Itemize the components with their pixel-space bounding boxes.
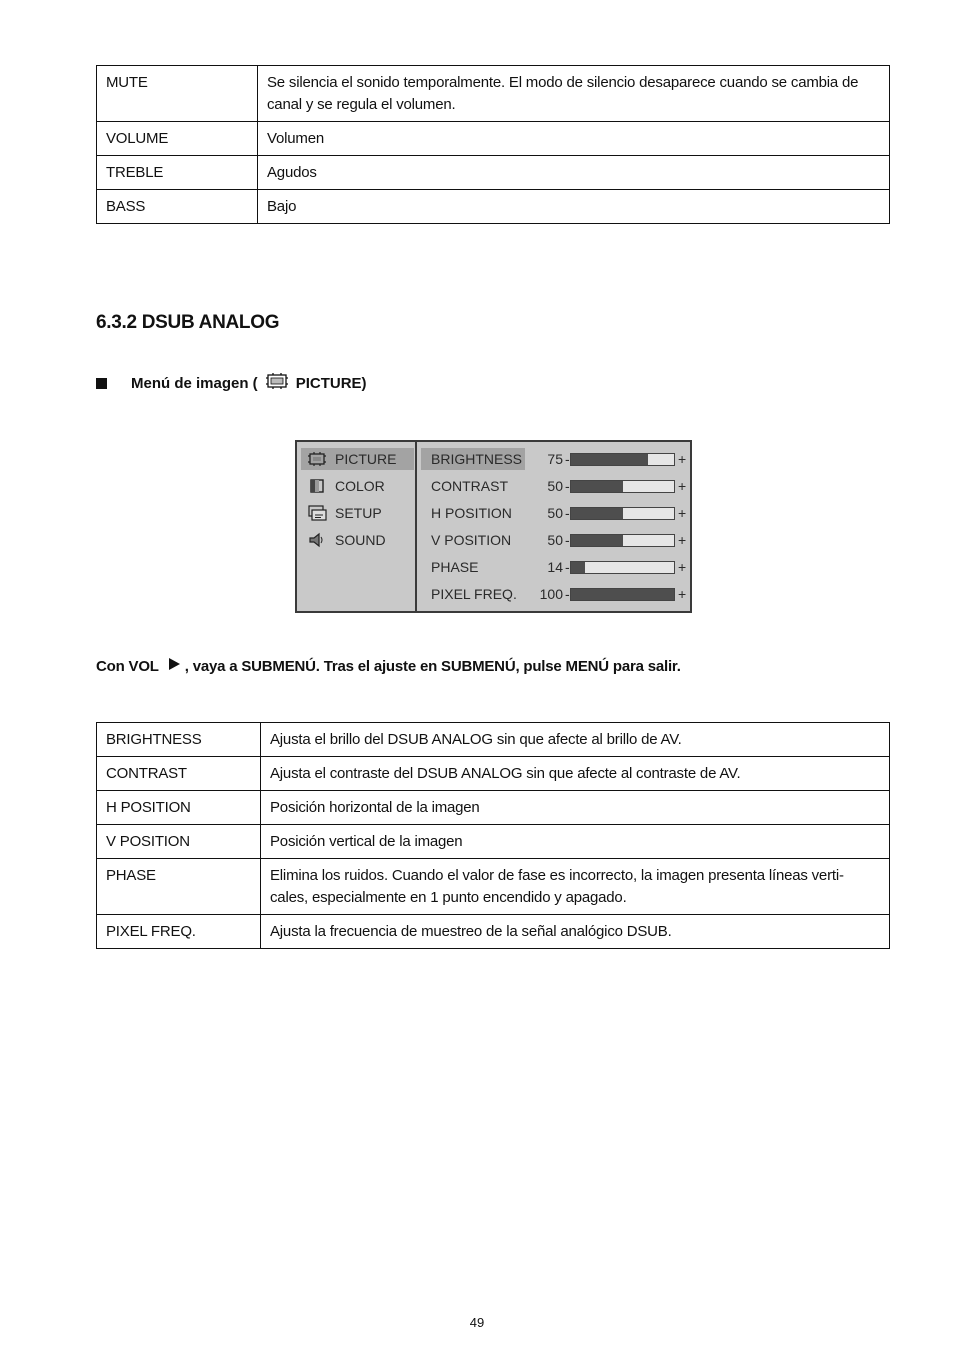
table-row: [97, 122, 890, 156]
osd-param-row-pixel-freq[interactable]: [421, 583, 691, 605]
table-key: PIXEL FREQ.: [97, 915, 261, 949]
osd-slider[interactable]: [570, 561, 675, 574]
osd-param-value: 50: [547, 532, 563, 548]
osd-menu-item-sound[interactable]: [301, 529, 414, 551]
minus-icon[interactable]: -: [565, 478, 570, 494]
table-desc: Volumen: [258, 122, 890, 156]
table-key: BRIGHTNESS: [97, 723, 261, 757]
picture-icon: [307, 451, 327, 467]
table-row: [97, 156, 890, 190]
table-desc: Posición vertical de la imagen: [261, 825, 890, 859]
osd-param-name: PHASE: [431, 559, 479, 575]
table-row: [97, 190, 890, 224]
osd-slider-fill: [571, 562, 585, 573]
osd-param-name: BRIGHTNESS: [421, 448, 525, 470]
table-desc: Agudos: [258, 156, 890, 190]
right-triangle-icon: [167, 657, 181, 675]
table-row: [97, 66, 890, 122]
minus-icon[interactable]: -: [565, 586, 570, 602]
osd-param-row-brightness[interactable]: [421, 448, 691, 470]
osd-param-value: 100: [539, 586, 563, 602]
speaker-icon: [307, 532, 327, 548]
picture-options-table: [96, 722, 890, 949]
table-desc: Posición horizontal de la imagen: [261, 791, 890, 825]
osd-main-menu: [297, 442, 417, 611]
osd-menu-label: SOUND: [335, 532, 386, 548]
osd-param-name: PIXEL FREQ.: [431, 586, 517, 602]
table-key: CONTRAST: [97, 757, 261, 791]
plus-icon[interactable]: +: [678, 532, 687, 548]
page-number: 49: [469, 1315, 485, 1330]
plus-icon[interactable]: +: [678, 586, 687, 602]
osd-slider[interactable]: [570, 507, 675, 520]
note-prefix: Con VOL: [96, 657, 159, 675]
table-desc: Ajusta el contraste del DSUB ANALOG sin que afecte al contraste de AV.: [261, 757, 890, 791]
table-row: [97, 791, 890, 825]
table-row: [97, 859, 890, 915]
subsection-prefix: Menú de imagen (: [131, 374, 258, 392]
osd-param-row-phase[interactable]: [421, 556, 691, 578]
osd-param-name: CONTRAST: [431, 478, 508, 494]
table-key: V POSITION: [97, 825, 261, 859]
plus-icon[interactable]: +: [678, 451, 687, 467]
table-key: H POSITION: [97, 791, 261, 825]
osd-menu-label: PICTURE: [335, 451, 397, 467]
table-key: MUTE: [97, 66, 258, 122]
table-key: BASS: [97, 190, 258, 224]
osd-param-name: H POSITION: [431, 505, 512, 521]
osd-param-value: 50: [547, 478, 563, 494]
plus-icon[interactable]: +: [678, 559, 687, 575]
osd-slider[interactable]: [570, 480, 675, 493]
osd-param-name: V POSITION: [431, 532, 512, 548]
table-row: [97, 825, 890, 859]
osd-menu-item-color[interactable]: [301, 475, 414, 497]
picture-icon: [264, 372, 290, 394]
bullet-square-icon: [96, 378, 107, 389]
sound-options-table: [96, 65, 890, 224]
subsection-heading: [96, 372, 367, 394]
osd-param-value: 75: [547, 451, 563, 467]
section-heading: 6.3.2 DSUB ANALOG: [96, 312, 280, 333]
plus-icon[interactable]: +: [678, 505, 687, 521]
osd-slider-fill: [571, 481, 623, 492]
osd-param-row-contrast[interactable]: [421, 475, 691, 497]
plus-icon[interactable]: +: [678, 478, 687, 494]
table-key: VOLUME: [97, 122, 258, 156]
osd-slider-fill: [571, 589, 674, 600]
minus-icon[interactable]: -: [565, 532, 570, 548]
table-desc: Se silencia el sonido temporalmente. El modo de silencio desaparece cuando se cambia de canal y se regula el volumen.: [258, 66, 890, 122]
table-key: PHASE: [97, 859, 261, 915]
osd-param-row-h-position[interactable]: [421, 502, 691, 524]
minus-icon[interactable]: -: [565, 559, 570, 575]
osd-menu-label: COLOR: [335, 478, 385, 494]
osd-slider-fill: [571, 535, 623, 546]
osd-param-value: 50: [547, 505, 563, 521]
table-row: [97, 757, 890, 791]
table-desc: Ajusta la frecuencia de muestreo de la señal analógico DSUB.: [261, 915, 890, 949]
osd-menu: [295, 440, 692, 613]
minus-icon[interactable]: -: [565, 505, 570, 521]
table-desc: Elimina los ruidos. Cuando el valor de fase es incorrecto, la imagen presenta líneas verti-cales, especialmente en 1 punto encendido y apagado.: [261, 859, 890, 915]
osd-menu-item-setup[interactable]: [301, 502, 414, 524]
setup-icon: [307, 505, 327, 521]
table-desc: Ajusta el brillo del DSUB ANALOG sin que afecte al brillo de AV.: [261, 723, 890, 757]
osd-param-row-v-position[interactable]: [421, 529, 691, 551]
osd-param-value: 14: [547, 559, 563, 575]
osd-slider-fill: [571, 508, 623, 519]
osd-slider[interactable]: [570, 588, 675, 601]
osd-slider-fill: [571, 454, 648, 465]
osd-slider[interactable]: [570, 534, 675, 547]
minus-icon[interactable]: -: [565, 451, 570, 467]
table-desc: Bajo: [258, 190, 890, 224]
navigation-note: [96, 657, 681, 675]
table-row: [97, 723, 890, 757]
table-key: TREBLE: [97, 156, 258, 190]
note-suffix: , vaya a SUBMENÚ. Tras el ajuste en SUBMENÚ, pulse MENÚ para salir.: [184, 657, 681, 675]
color-icon: [307, 478, 327, 494]
subsection-suffix: PICTURE): [295, 374, 367, 392]
osd-menu-item-picture[interactable]: [301, 448, 414, 470]
osd-menu-label: SETUP: [335, 505, 382, 521]
table-row: [97, 915, 890, 949]
osd-slider[interactable]: [570, 453, 675, 466]
